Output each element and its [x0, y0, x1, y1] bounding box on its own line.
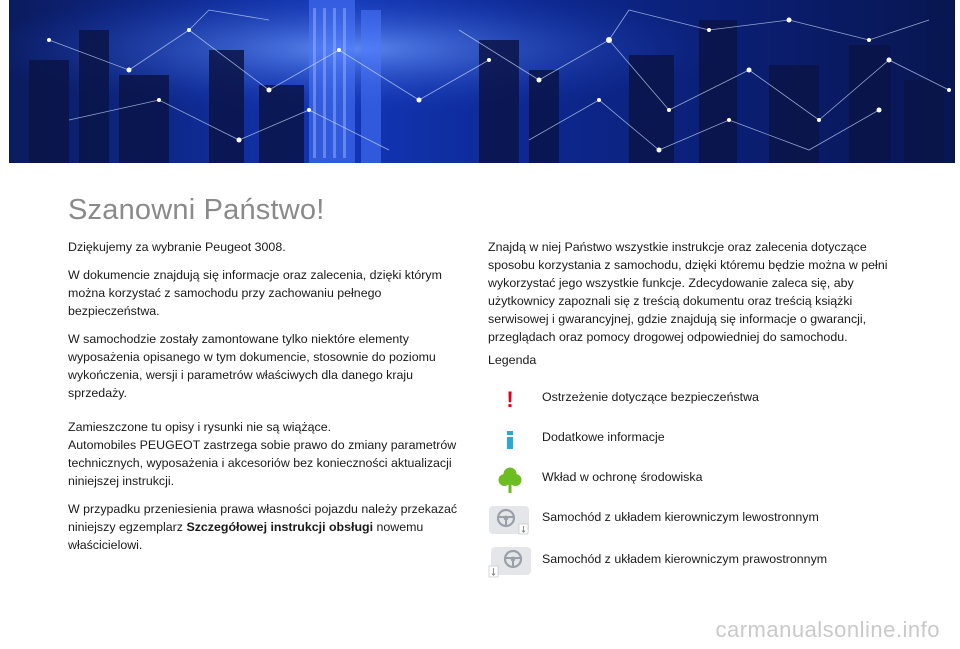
watermark: carmanualsonline.info	[715, 617, 940, 642]
hero-banner-image	[9, 0, 955, 163]
city-network-illustration	[9, 0, 955, 163]
legend-item-environment	[488, 464, 908, 498]
legend-item-right-hand-drive	[488, 546, 908, 580]
intro-paragraph: Dziękujemy za wybranie Peugeot 3008.	[68, 240, 286, 254]
legend-item-label: Samochód z układem kierowniczym prawostronnym	[542, 552, 828, 566]
tree-icon	[488, 464, 532, 496]
legend-title: Legenda	[488, 353, 537, 367]
left-text-column	[68, 238, 458, 554]
disclaimer-line: Zamieszczone tu opisy i rysunki nie są wiążące.	[68, 420, 332, 434]
legend-item-label: Ostrzeżenie dotyczące bezpieczeństwa	[542, 390, 759, 404]
page-title: Szanowni Państwo!	[68, 194, 325, 226]
legend-item-safety-warning	[488, 384, 908, 418]
warning-exclamation-icon: !	[506, 387, 514, 412]
ownership-text-start: W przypadku przeniesienia prawa własności pojazdu należy przekazać niniejszy egzemplarz	[68, 502, 458, 534]
info-paragraph: W dokumencie znajdują się informacje oraz zalecenia, dzięki którym można korzystać z samochodu przy zachowaniu pełnego bezpieczeństwa.	[68, 268, 442, 318]
equipment-paragraph: W samochodzie zostały zamontowane tylko niektóre elementy wyposażenia opisanego w tym dokumencie, stosownie do poziomu wykończenia, wersji i parametrów właściwych dla danego kraju sprzedaży.	[68, 332, 436, 400]
left-hand-drive-steering-wheel-icon	[488, 504, 532, 536]
manual-name-bold: Szczegółowej instrukcji obsługi	[186, 520, 374, 534]
info-icon	[488, 424, 532, 456]
ownership-text-end: nowemu właścicielowi.	[68, 520, 424, 552]
manual-purpose-paragraph: Znajdą w niej Państwo wszystkie instrukcje oraz zalecenia dotyczące sposobu korzystania z samochodu, dzięki któremu będzie można w pełni wykorzystać jego wszystkie funkcje. Zdecydowanie zaleca się, aby użytkownicy zapoznali się z treścią dokumentu oraz treścią książki serwisowej i gwarancyjnej, gdzie znajdują się informacje o gwarancji, przeglądach oraz pomocy drogowej odpowiedniej do samochodu.	[488, 240, 888, 344]
legend-item-label: Wkład w ochronę środowiska	[542, 470, 703, 484]
right-hand-drive-steering-wheel-icon	[488, 546, 532, 578]
rights-paragraph: Automobiles PEUGEOT zastrzega sobie prawo do zmiany parametrów technicznych, wyposażenia i akcesoriów bez konieczności aktualizacji niniejszej instrukcji.	[68, 438, 457, 488]
legend-item-left-hand-drive	[488, 504, 908, 538]
legend-item-label: Dodatkowe informacje	[542, 430, 665, 444]
legend-item-additional-info	[488, 424, 908, 458]
right-text-column	[488, 238, 888, 346]
ownership-transfer-paragraph	[68, 500, 458, 554]
legend-item-label: Samochód z układem kierowniczym lewostronnym	[542, 510, 819, 524]
